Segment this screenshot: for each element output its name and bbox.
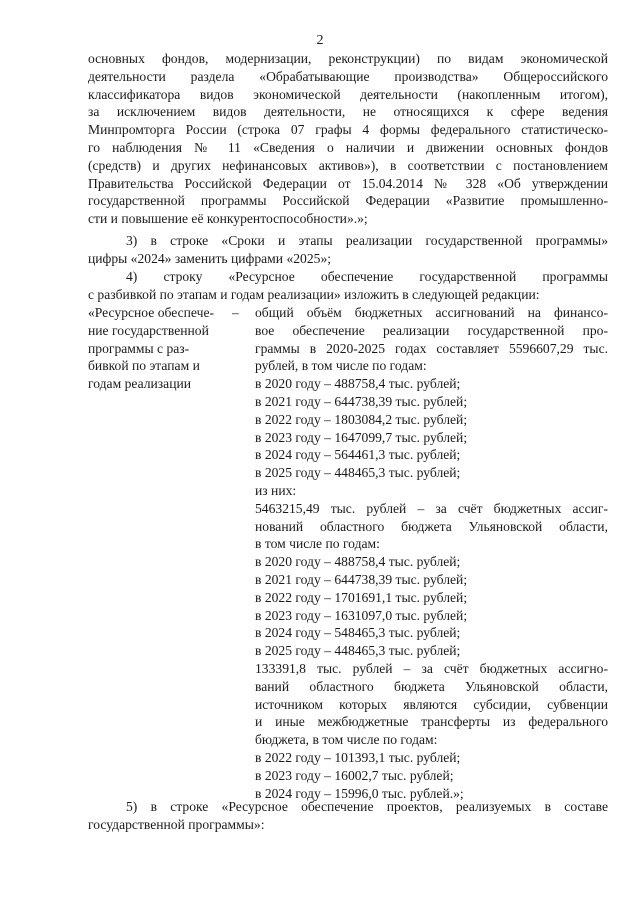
text-line: граммы в 2020-2025 годах составляет 5596607,29 тыс.	[255, 340, 608, 356]
year-line: в 2024 году – 564461,3 тыс. рублей;	[255, 447, 461, 463]
year-line: в 2022 году – 1803084,2 тыс. рублей;	[255, 411, 468, 427]
table-dash: –	[232, 305, 239, 320]
text-line: рублей, в том числе по годам:	[255, 358, 427, 374]
text-line: из них:	[255, 482, 297, 498]
year-line: в 2020 году – 488758,4 тыс. рублей;	[255, 376, 461, 392]
year-line: в 2021 году – 644738,39 тыс. рублей;	[255, 571, 468, 587]
text-line: с разбивкой по этапам и годам реализации» изложить в следующей редакции:	[88, 286, 540, 302]
text-line: основных фондов, модернизации, реконструкции) по видам экономической	[88, 51, 608, 66]
year-line: в 2025 году – 448465,3 тыс. рублей;	[255, 465, 461, 481]
year-line: в 2024 году – 15996,0 тыс. рублей.»;	[255, 785, 464, 801]
text-line: го наблюдения № 11 «Сведения о наличии и движении основных фондов	[88, 139, 608, 155]
year-line: в 2022 году – 1701691,1 тыс. рублей;	[255, 589, 468, 605]
text-line: 3) в строке «Сроки и этапы реализации государственной программы»	[126, 233, 608, 248]
text-line: классификатора видов экономической деятельности (накопленным итогом),	[88, 86, 608, 102]
text-line: 133391,8 тыс. рублей – за счёт бюджетных ассигно-	[255, 660, 608, 676]
text-line: и иные межбюджетные трансферты из федерального	[255, 714, 608, 730]
text-line: в том числе по годам:	[255, 536, 380, 552]
text-line: сти и повышение её конкурентоспособности».»;	[88, 211, 368, 227]
text-line: государственной программы»:	[88, 816, 265, 832]
year-line: в 2025 году – 448465,3 тыс. рублей;	[255, 643, 461, 659]
text-line: «Ресурсное обеспече-	[88, 305, 215, 320]
year-line: в 2021 году – 644738,39 тыс. рублей;	[255, 393, 468, 409]
resource-table-label	[88, 304, 240, 393]
item-4-paragraph	[88, 268, 608, 304]
text-line: вое обеспечение реализации государственной про-	[255, 322, 608, 338]
year-line: в 2023 году – 1647099,7 тыс. рублей;	[255, 429, 468, 445]
text-line: Минпромторга России (строка 07 графы 4 формы федерального статистическо-	[88, 122, 608, 138]
text-line: 5463215,49 тыс. рублей – за счёт бюджетных ассиг-	[255, 500, 608, 516]
year-line: в 2023 году – 16002,7 тыс. рублей;	[255, 767, 454, 783]
item-5-paragraph	[88, 798, 608, 834]
page-number: 2	[316, 33, 324, 48]
text-line: общий объём бюджетных ассигнований на финансо-	[255, 305, 608, 320]
text-line: за исключением видов деятельности, не относящихся к сфере ведения	[88, 104, 608, 120]
text-line: ваний областного бюджета Ульяновской области,	[255, 678, 608, 694]
year-line: в 2023 году – 1631097,0 тыс. рублей;	[255, 607, 468, 623]
text-line: годам реализации	[88, 376, 192, 392]
year-line: в 2022 году – 101393,1 тыс. рублей;	[255, 749, 461, 765]
text-line: бивкой по этапам и	[88, 358, 200, 374]
text-line: ние государственной	[88, 322, 209, 338]
text-line: цифры «2024» заменить цифрами «2025»;	[88, 250, 332, 266]
intro-paragraph	[88, 50, 608, 228]
text-line: 4) строку «Ресурсное обеспечение государственной программы	[126, 269, 608, 284]
text-line: деятельности раздела «Обрабатывающие производства» Общероссийского	[88, 68, 608, 84]
year-line: в 2024 году – 548465,3 тыс. рублей;	[255, 625, 461, 641]
item-3-paragraph	[88, 232, 608, 268]
text-line: (средств) и других нефинансовых активов»), в соответствии с постановлением	[88, 157, 608, 173]
text-line: программы с раз-	[88, 340, 190, 356]
text-line: бюджета, в том числе по годам:	[255, 732, 438, 748]
text-line: 5) в строке «Ресурсное обеспечение проектов, реализуемых в составе	[126, 799, 608, 814]
text-line: нований областного бюджета Ульяновской области,	[255, 518, 608, 534]
text-line: государственной программы Российской Федерации «Развитие промышленно-	[88, 193, 608, 209]
text-line: источником которых являются субсидии, субвенции	[255, 696, 608, 712]
text-line: Правительства Российской Федерации от 15.04.2014 № 328 «Об утверждении	[88, 175, 608, 191]
year-line: в 2020 году – 488758,4 тыс. рублей;	[255, 554, 461, 570]
resource-table-value	[255, 304, 608, 802]
